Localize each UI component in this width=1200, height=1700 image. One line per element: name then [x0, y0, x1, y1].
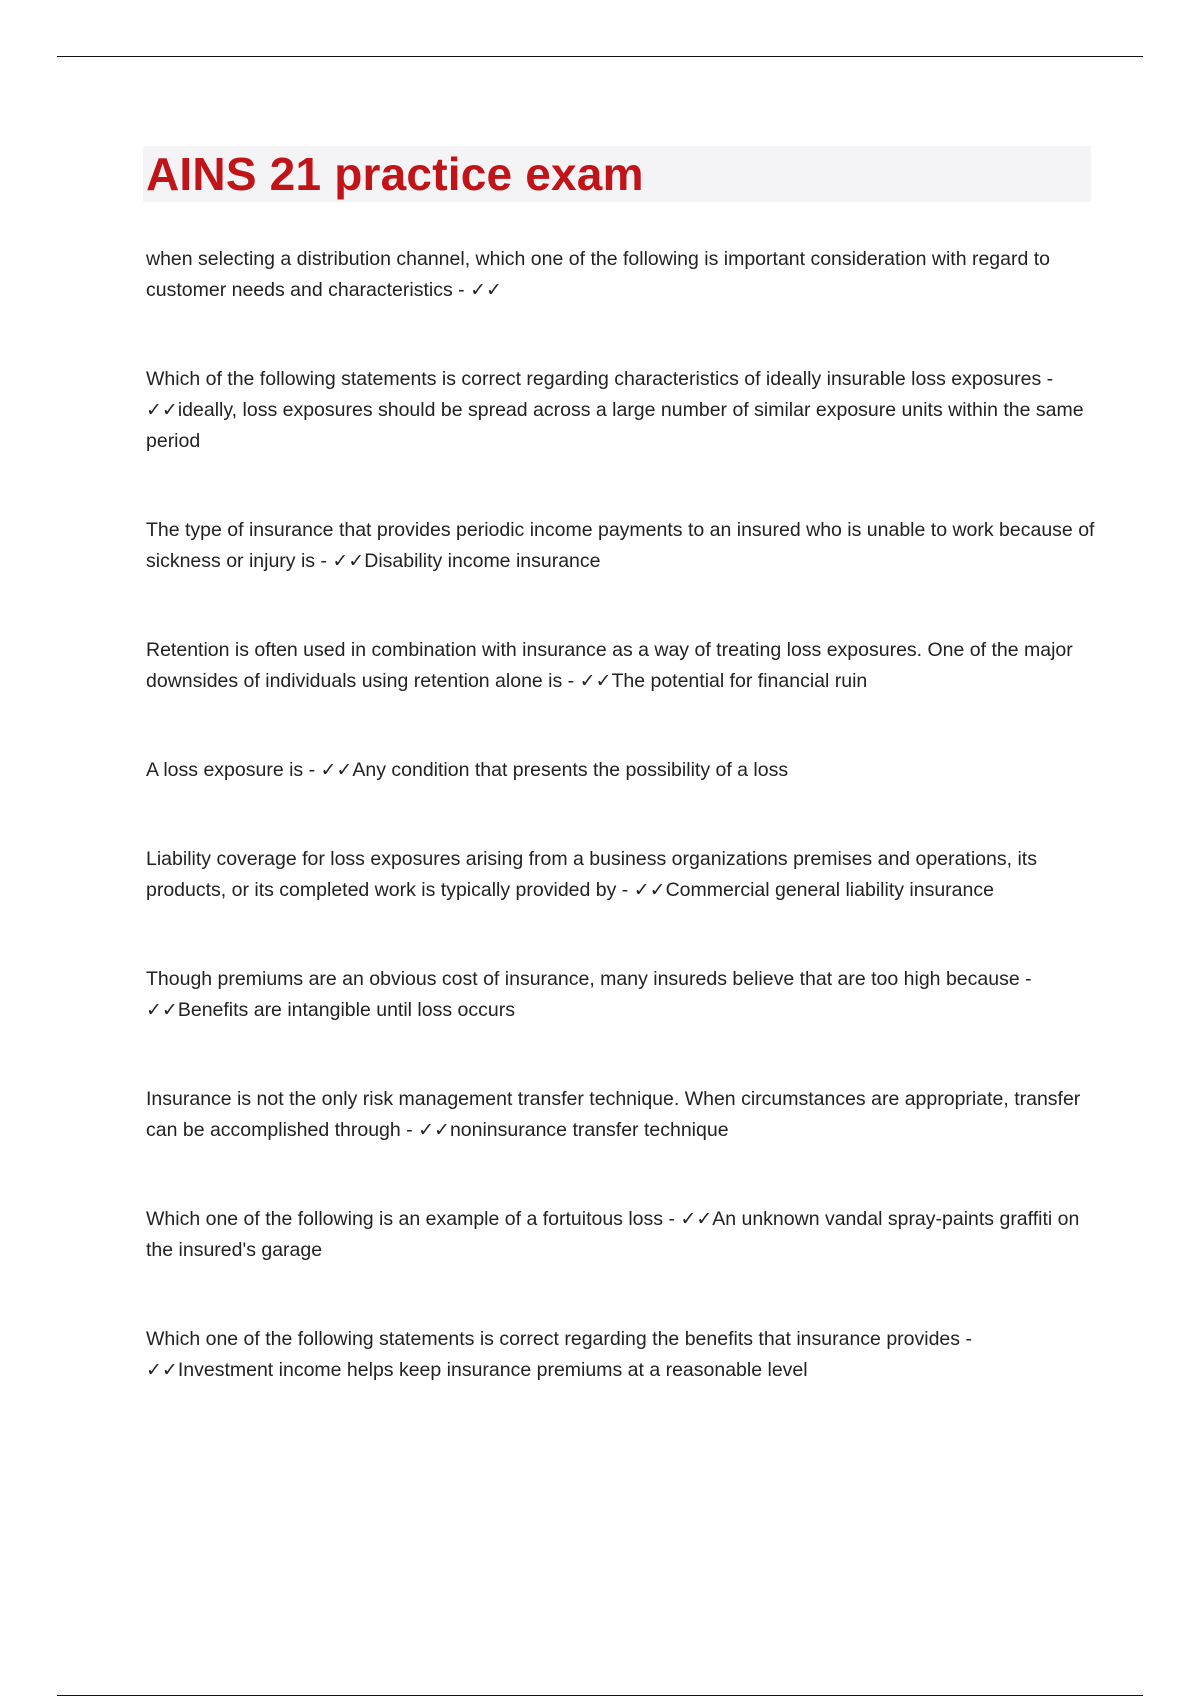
qa-item	[146, 1324, 1096, 1386]
separator: -	[452, 279, 471, 301]
question-text: Which one of the following statements is correct regarding the benefits that insurance provides	[146, 1328, 961, 1350]
check-icon: ✓✓	[680, 1208, 713, 1230]
footer-rule	[57, 1695, 1143, 1696]
question-text: Insurance is not the only risk management transfer technique. When circumstances are appropriate, transfer can be accomplished through	[146, 1088, 1081, 1141]
separator: -	[960, 1328, 972, 1350]
check-icon: ✓✓	[332, 550, 365, 572]
question-text: Liability coverage for loss exposures arising from a business organizations premises and operations, its products, or its completed work is typically provided by	[146, 848, 1037, 901]
check-icon: ✓✓	[470, 279, 502, 301]
check-icon: ✓✓	[320, 759, 353, 781]
document-title: AINS 21 practice exam	[146, 148, 644, 200]
check-icon: ✓✓	[418, 1119, 450, 1141]
question-text: Which one of the following is an example of a fortuitous loss	[146, 1208, 664, 1230]
question-text: Retention is often used in combination with insurance as a way of treating loss exposures. One of the major downsides of individuals using retention alone is	[146, 639, 1073, 692]
qa-item	[146, 515, 1096, 577]
question-text: when selecting a distribution channel, which one of the following is important consideration with regard to customer needs and characteristics	[146, 248, 1051, 301]
check-icon: ✓✓	[579, 670, 612, 692]
qa-item	[146, 635, 1096, 697]
answer-text: Benefits are intangible until loss occurs	[177, 999, 515, 1021]
qa-item	[146, 844, 1096, 906]
qa-item	[146, 1204, 1096, 1266]
qa-item	[146, 364, 1096, 457]
separator: -	[663, 1208, 681, 1230]
qa-item	[146, 964, 1096, 1026]
qa-item	[146, 1084, 1096, 1146]
question-text: The type of insurance that provides periodic income payments to an insured who is unable to work because of sickness or injury is	[146, 519, 1095, 572]
separator: -	[616, 879, 634, 901]
qa-item	[146, 755, 1096, 786]
question-text: Though premiums are an obvious cost of insurance, many insureds believe that are too high because	[146, 968, 1020, 990]
check-icon: ✓✓	[146, 1359, 178, 1381]
separator: -	[303, 759, 321, 781]
check-icon: ✓✓	[146, 999, 178, 1021]
qa-item	[146, 244, 1096, 306]
answer-text: Any condition that presents the possibility of a loss	[352, 759, 789, 781]
check-icon: ✓✓	[633, 879, 666, 901]
separator: -	[315, 550, 333, 572]
answer-text: Investment income helps keep insurance premiums at a reasonable level	[177, 1359, 808, 1381]
header-rule	[57, 56, 1143, 57]
separator: -	[562, 670, 580, 692]
separator: -	[400, 1119, 419, 1141]
question-text: Which of the following statements is correct regarding characteristics of ideally insurable loss exposures	[146, 368, 1042, 390]
answer-text: Commercial general liability insurance	[665, 879, 994, 901]
answer-text: noninsurance transfer technique	[449, 1119, 729, 1141]
answer-text: Disability income insurance	[364, 550, 601, 572]
question-text: A loss exposure is	[146, 759, 304, 781]
answer-text: The potential for financial ruin	[611, 670, 868, 692]
separator: -	[1019, 968, 1032, 990]
check-icon: ✓✓	[146, 399, 178, 421]
qa-list	[146, 244, 1096, 1444]
answer-text: ideally, loss exposures should be spread across a large number of similar exposure units within the same period	[146, 399, 1084, 452]
answer-text: An unknown vandal spray-paints graffiti on the insured's garage	[146, 1208, 1080, 1261]
separator: -	[1041, 368, 1054, 390]
